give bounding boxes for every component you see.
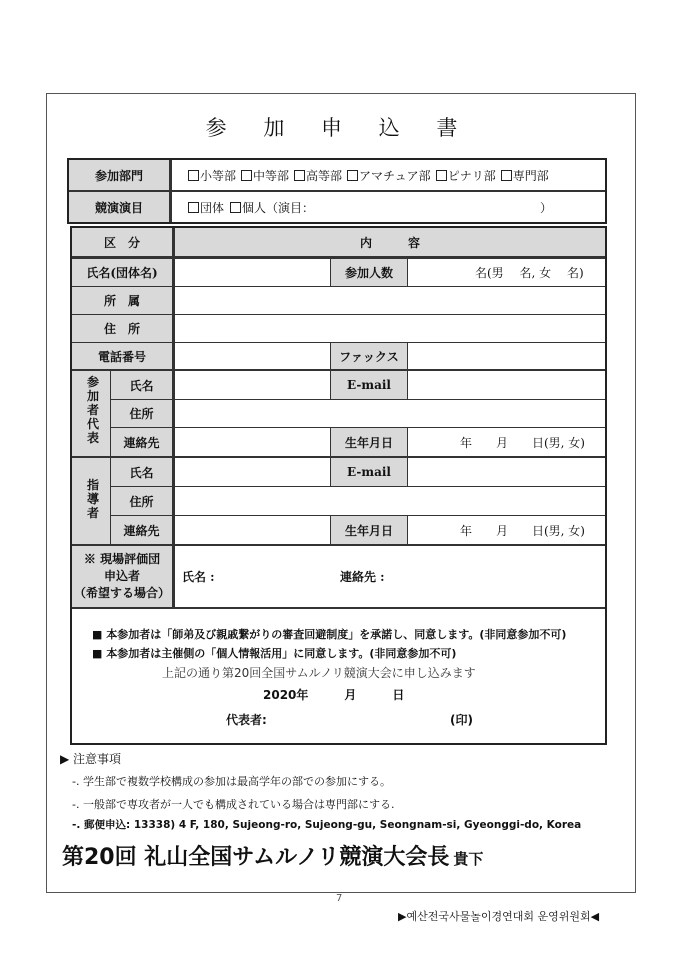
participants-value[interactable]: 名(男 名, 女 名) [475, 266, 584, 280]
rep-birth-value[interactable]: 年 月 日(男, 女) [460, 435, 585, 450]
leader-contact-label: 連絡先 [123, 523, 160, 538]
rep-email-field[interactable] [408, 371, 605, 399]
name-field[interactable] [175, 259, 330, 286]
option-group[interactable]: 団体 [188, 199, 224, 216]
option-professional[interactable]: 専門部 [501, 167, 549, 184]
leader-contact-field[interactable] [175, 516, 330, 544]
participants-label: 参加人数 [331, 259, 407, 286]
leader-birth-value[interactable]: 年 月 日(男, 女) [460, 523, 585, 538]
leader-email-field[interactable] [408, 458, 605, 486]
checkbox-icon[interactable] [241, 170, 252, 181]
leader-name-label: 氏名 [129, 465, 154, 480]
form-title: 参 加 申 込 書 [205, 116, 473, 140]
eval-label-line2: 申込者 [103, 569, 140, 583]
checkbox-icon[interactable] [230, 202, 241, 213]
address-label: 住 所 [72, 315, 172, 342]
affiliation-field[interactable] [175, 287, 605, 314]
fax-label: ファックス [331, 343, 407, 369]
option-middle[interactable]: 中等部 [241, 167, 289, 184]
leader-address-label: 住所 [129, 494, 154, 509]
division-options [188, 160, 598, 190]
program-close: ） [540, 200, 553, 215]
rep-vertical-label: 参 加 者 代 表 [86, 375, 99, 445]
checkbox-icon[interactable] [347, 170, 358, 181]
leader-email-label: E-mail [331, 458, 407, 486]
option-individual[interactable]: 個人（演目： [230, 199, 314, 216]
note-2: -. 一般部で専攻者が一人でも構成されている場合は専門部にする. [72, 798, 395, 811]
header-category: 区 分 [72, 228, 172, 256]
phone-label: 電話番号 [72, 343, 172, 369]
footer-title-text: 第20回 礼山全国サムルノリ競演大会長 [62, 845, 450, 870]
leader-vertical-label: 指 導 者 [86, 478, 99, 520]
program-label: 競演演目 [69, 192, 169, 222]
rep-birth-label: 生年月日 [331, 428, 407, 456]
eval-contact[interactable]: 連絡先 : [340, 570, 385, 584]
agreement-date[interactable]: 2020年 月 日 [263, 688, 405, 702]
notes-heading: ▶ 注意事項 [60, 752, 122, 766]
option-elementary[interactable]: 小等部 [188, 167, 236, 184]
rep-email-label: E-mail [331, 371, 407, 399]
leader-birth-label: 生年月日 [331, 516, 407, 544]
option-high[interactable]: 高等部 [294, 167, 342, 184]
fax-field[interactable] [408, 343, 605, 369]
checkbox-icon[interactable] [436, 170, 447, 181]
header-content: 内 容 [175, 228, 605, 256]
agreement-line-3: 上記の通り第20回全国サムルノリ競演大会に申し込みます [162, 666, 476, 680]
footer-title [62, 840, 483, 871]
address-field[interactable] [175, 315, 605, 342]
checkbox-icon[interactable] [501, 170, 512, 181]
checkbox-icon[interactable] [188, 202, 199, 213]
rep-name-label: 氏名 [129, 378, 154, 393]
organizer-text: ▶예산전국사물놀이경연대회 운영위원회◀ [398, 910, 600, 923]
eval-label [72, 546, 172, 607]
agreement-seal: (印) [450, 713, 473, 727]
note-1: -. 学生部で複数学校構成の参加は最高学年の部での参加にする。 [72, 775, 391, 788]
rep-contact-label: 連絡先 [123, 435, 160, 450]
checkbox-icon[interactable] [294, 170, 305, 181]
program-options [188, 192, 598, 222]
rep-contact-field[interactable] [175, 428, 330, 456]
eval-name[interactable]: 氏名 : [182, 570, 215, 584]
footer-honor: 貴下 [453, 850, 484, 868]
phone-field[interactable] [175, 343, 330, 369]
name-label: 氏名(団体名) [72, 259, 172, 286]
page-number: 7 [336, 893, 343, 904]
checkbox-icon[interactable] [188, 170, 199, 181]
eval-label-line3: （希望する場合） [73, 586, 170, 600]
agreement-line-2: ■ 本参加者は主催側の「個人情報活用」に同意します。(非同意参加不可) [92, 647, 457, 660]
rep-address-label: 住所 [129, 407, 154, 421]
division-label: 参加部門 [69, 160, 169, 190]
option-pinari[interactable]: ピナリ部 [436, 167, 496, 184]
rep-name-field[interactable] [175, 371, 330, 399]
option-amateur[interactable]: アマチュア部 [347, 167, 431, 184]
leader-name-field[interactable] [175, 458, 330, 486]
eval-label-line1: ※ 現場評価団 [83, 552, 161, 566]
agreement-line-1: ■ 本参加者は「師弟及び親戚繋がりの審査回避制度」を承諾し、同意します。(非同意参加不可) [92, 628, 567, 641]
note-3: -. 郵便申込: 13338) 4 F, 180, Sujeong-ro, Sujeong-gu, Seongnam-si, Gyeonggi-do, Korea [72, 819, 582, 831]
agreement-rep[interactable]: 代表者: [226, 713, 267, 727]
affiliation-label: 所 属 [72, 287, 172, 314]
leader-address-field[interactable] [175, 487, 605, 515]
rep-address-field[interactable] [175, 400, 605, 427]
